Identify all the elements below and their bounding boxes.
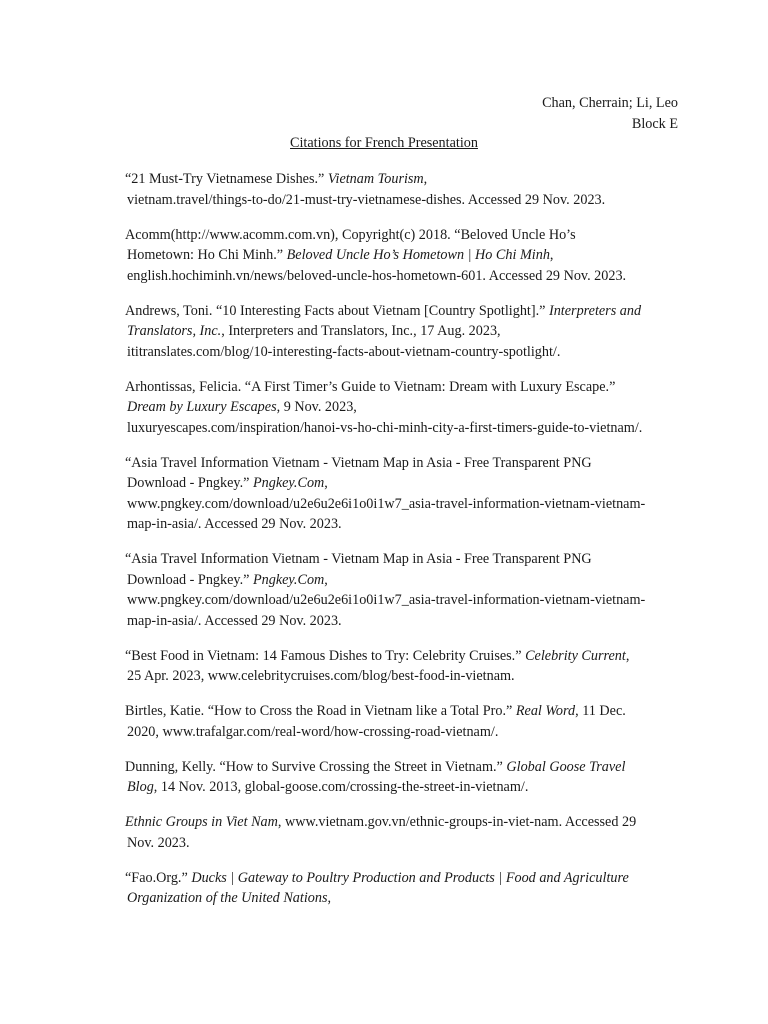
citation-line [125,701,680,722]
citation-italic-text: Global Goose Travel [506,758,626,775]
citation-text: “Asia Travel Information Vietnam - Vietnam Map in Asia - Free Transparent PNG [125,454,592,471]
citation-entry [125,812,680,853]
citation-italic-text: Celebrity Current [525,647,626,664]
citation-text: “21 Must-Try Vietnamese Dishes.” [125,171,328,187]
citation-text: , [625,647,630,664]
citation-text: , Interpreters and Translators, Inc., 17 Aug. 2023, [221,323,501,339]
citation-line [125,377,680,398]
citation-italic-text: Pngkey.Com [252,571,325,588]
page-title: Citations for French Presentation [290,135,478,151]
citation-italic-text: Beloved Uncle Ho’s Hometown | Ho Chi Minh [286,247,550,263]
citation-text: www.pngkey.com/download/u2e6u2e6i1o0i1w7_asia-travel-information-vietnam-vietnam- [127,495,646,512]
citation-line [125,722,680,743]
citation-line [125,397,680,418]
citation-line [125,812,680,833]
citation-text: english.hochiminh.vn/news/beloved-uncle-hos-hometown-601. Accessed 29 Nov. 2023. [127,267,627,284]
citation-text: 25 Apr. 2023, www.celebritycruises.com/blog/best-food-in-vietnam. [127,668,515,684]
citation-text: , [324,571,328,588]
citation-text: Acomm(http://www.acomm.com.vn), Copyright(c) 2018. “Beloved Uncle Ho’s [125,226,576,243]
citation-line [125,301,680,322]
citation-text: “Fao.Org.” [125,869,192,886]
citation-line [125,777,680,798]
citation-text: “Asia Travel Information Vietnam - Vietnam Map in Asia - Free Transparent PNG [125,551,592,567]
citation-text: map-in-asia/. Accessed 29 Nov. 2023. [127,612,342,629]
citation-text: , [324,475,328,491]
citation-line [125,225,680,246]
citation-entry [125,701,680,742]
citation-line [125,245,680,266]
citation-italic-text: Translators, Inc. [127,323,222,339]
citation-line [125,418,680,439]
citation-italic-text: Interpreters and [548,302,642,319]
citation-line [125,494,680,515]
citation-line [125,646,680,667]
citation-line [125,453,680,474]
citation-text: Dunning, Kelly. “How to Survive Crossing the Street in Vietnam.” [125,758,507,775]
citation-text: map-in-asia/. Accessed 29 Nov. 2023. [127,516,342,532]
citation-entry [125,377,680,439]
citation-line [125,888,680,909]
citation-line [125,590,680,611]
citation-italic-text: Ethnic Groups in Viet Nam [125,814,278,830]
citation-italic-text: Dream by Luxury Escapes [127,399,277,415]
citation-line [125,266,680,287]
citation-italic-text: Real Word [515,703,576,719]
citation-line [125,169,680,190]
citation-text: , www.vietnam.gov.vn/ethnic-groups-in-viet-nam. Accessed 29 [277,814,637,830]
citation-line [125,473,680,494]
citation-line [125,321,680,342]
citation-text: , [423,171,428,187]
citation-entry [125,549,680,631]
citation-text: Download - Pngkey.” [127,475,253,491]
citation-italic-text: Pngkey.Com [252,475,325,491]
author-names: Chan, Cherrain; Li, Leo [542,95,678,111]
citation-text: Nov. 2023. [127,834,190,851]
citation-line [125,868,680,889]
citation-line [125,570,680,591]
citation-text: Download - Pngkey.” [127,571,253,588]
citation-entry [125,757,680,798]
citation-line [125,611,680,632]
citation-line [125,342,680,363]
citation-text: luxuryescapes.com/inspiration/hanoi-vs-ho-chi-minh-city-a-first-timers-guide-to-vietnam/. [127,419,643,436]
class-block: Block E [631,115,678,132]
citation-italic-text: Blog [127,779,154,795]
citations-list [125,169,680,923]
citation-line [125,190,680,211]
citation-text: www.pngkey.com/download/u2e6u2e6i1o0i1w7_asia-travel-information-vietnam-vietnam- [127,592,646,608]
citation-line [125,833,680,854]
citation-entry [125,225,680,287]
citation-text: Andrews, Toni. “10 Interesting Facts about Vietnam [Country Spotlight].” [125,302,549,319]
citation-line [125,514,680,535]
citation-entry [125,868,680,909]
citation-text: Hometown: Ho Chi Minh.” [127,247,287,263]
citation-text: , 9 Nov. 2023, [276,399,357,415]
citation-text: vietnam.travel/things-to-do/21-must-try-vietnamese-dishes. Accessed 29 Nov. 2023. [127,191,606,208]
citation-italic-text: Vietnam Tourism [327,171,424,187]
citation-text: , [549,247,554,263]
citation-text: Birtles, Katie. “How to Cross the Road in Vietnam like a Total Pro.” [125,703,516,719]
citation-text: ititranslates.com/blog/10-interesting-facts-about-vietnam-country-spotlight/. [127,343,561,360]
citation-italic-text: Organization of the United Nations [127,890,328,906]
citation-line [125,549,680,570]
citation-italic-text: Ducks | Gateway to Poultry Production and Products | Food and Agriculture [191,869,629,886]
citation-entry [125,453,680,535]
citation-text: “Best Food in Vietnam: 14 Famous Dishes to Try: Celebrity Cruises.” [125,647,526,664]
citation-text: Arhontissas, Felicia. “A First Timer’s Guide to Vietnam: Dream with Luxury Escape.” [125,378,616,395]
citation-text: , 11 Dec. [575,703,626,719]
citation-text: , 14 Nov. 2013, global-goose.com/crossing-the-street-in-vietnam/. [153,779,529,795]
citation-entry [125,301,680,363]
citation-entry [125,646,680,687]
citation-line [125,757,680,778]
citation-entry [125,169,680,210]
citation-line [125,666,680,687]
author-header [542,93,678,134]
citation-text: , [327,890,332,906]
citation-text: 2020, www.trafalgar.com/real-word/how-crossing-road-vietnam/. [127,723,499,740]
